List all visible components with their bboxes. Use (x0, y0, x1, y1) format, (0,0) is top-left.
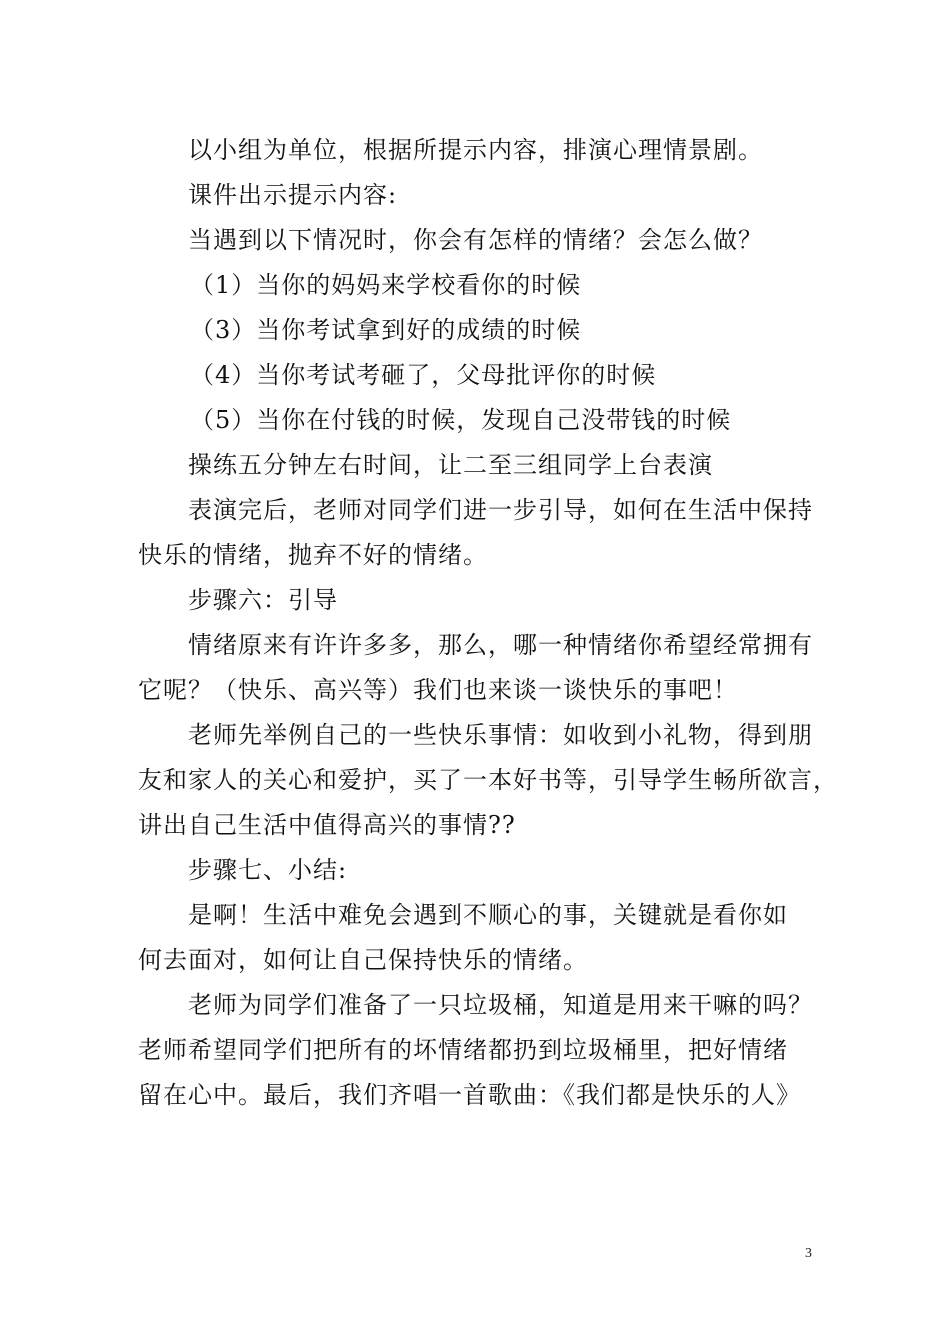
list-item: （3）当你考试拿到好的成绩的时候 (190, 316, 582, 344)
paragraph-line: 当遇到以下情况时，你会有怎样的情绪？会怎么做？ (188, 226, 763, 254)
list-item: （5）当你在付钱的时候，发现自己没带钱的时候 (190, 406, 732, 434)
paragraph-line: 快乐的情绪，抛弃不好的情绪。 (138, 541, 488, 569)
paragraph-line: 老师先举例自己的一些快乐事情：如收到小礼物，得到朋 (188, 721, 813, 749)
paragraph-line: 表演完后，老师对同学们进一步引导，如何在生活中保持 (188, 496, 813, 524)
page-number: 3 (805, 1246, 812, 1261)
paragraph-line: 它呢？（快乐、高兴等）我们也来谈一谈快乐的事吧！ (138, 676, 738, 704)
paragraph-line: 留在心中。最后，我们齐唱一首歌曲：《我们都是快乐的人》 (138, 1081, 801, 1109)
paragraph-line: 友和家人的关心和爱护，买了一本好书等，引导学生畅所欲言， (138, 766, 838, 794)
paragraph-line: 何去面对，如何让自己保持快乐的情绪。 (138, 946, 588, 974)
paragraph-line: 老师为同学们准备了一只垃圾桶，知道是用来干嘛的吗？ (188, 991, 813, 1019)
paragraph-line: 操练五分钟左右时间，让二至三组同学上台表演 (188, 451, 713, 479)
paragraph-line: 老师希望同学们把所有的坏情绪都扔到垃圾桶里，把好情绪 (138, 1036, 788, 1064)
paragraph-line: 讲出自己生活中值得高兴的事情?? (138, 811, 516, 839)
paragraph-line: 课件出示提示内容: (188, 181, 398, 209)
list-item: （4）当你考试考砸了，父母批评你的时候 (190, 361, 657, 389)
list-item: （1）当你的妈妈来学校看你的时候 (190, 271, 582, 299)
paragraph-line: 情绪原来有许许多多，那么，哪一种情绪你希望经常拥有 (188, 631, 813, 659)
section-heading: 步骤六：引导 (188, 586, 338, 614)
section-heading: 步骤七、小结: (188, 856, 348, 884)
document-body (138, 128, 838, 1118)
paragraph-line: 是啊！生活中难免会遇到不顺心的事，关键就是看你如 (188, 901, 788, 929)
paragraph-line: 以小组为单位，根据所提示内容，排演心理情景剧。 (188, 136, 763, 164)
